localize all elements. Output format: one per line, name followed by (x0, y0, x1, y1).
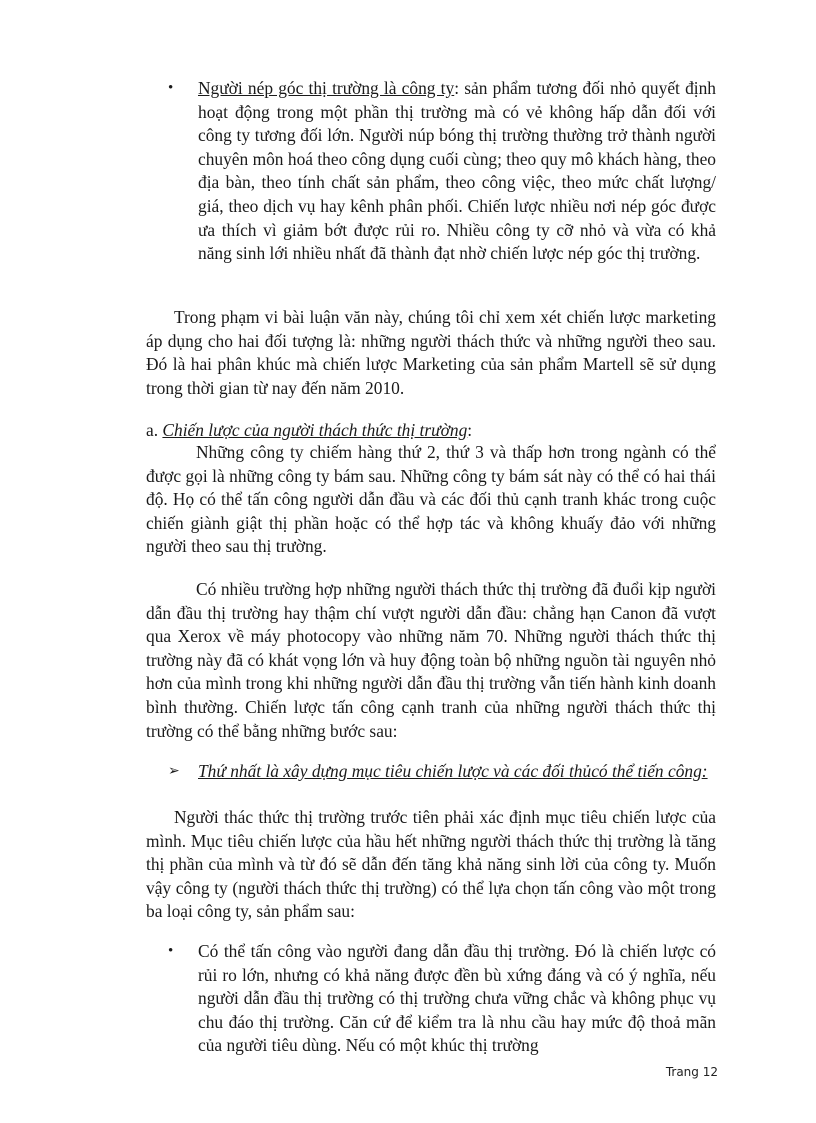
bullet-item-attack-leader (168, 940, 716, 1058)
step-title-text: Thứ nhất là xây dựng mục tiêu chiến lược và các đối thủcó thể tiến công (198, 761, 702, 781)
section-suffix: : (467, 420, 473, 440)
step-heading-1 (168, 760, 716, 784)
bullet-icon: • (168, 80, 174, 96)
section-heading-a (146, 419, 716, 443)
paragraph-objectives: Người thác thức thị trường trước tiên phải xác định mục tiêu chiến lược của mình. Mục tiêu chiến lược của hầu hết những người thách thức thị trường là tăng thị phần của mình và từ đó sẽ dẫn đến tăng khả năng sinh lời của công ty. Muốn vậy công ty (người thách thức thị trường) có thể lựa chọn tấn công vào một trong ba loại công ty, sản phẩm sau: (146, 807, 716, 922)
bullet-text: Có thể tấn công vào người đang dẫn đầu thị trường. Đó là chiến lược có rủi ro lớn, nhưng có khả năng được đền bù xứng đáng và có ý nghĩa, nếu người dẫn đầu thị trường có thị trường chưa vững chắc và không phục vụ chu đáo thị trường. Căn cứ để kiểm tra là nhu cầu hay mức độ thoả mãn của người tiêu dùng. Nếu có một khúc thị trường (198, 941, 716, 1056)
bullet-icon: • (168, 943, 174, 959)
paragraph-followers: Những công ty chiếm hàng thứ 2, thứ 3 và thấp hơn trong ngành có thể được gọi là những công ty bám sau. Những công ty bám sát này có thể có hai thái độ. Họ có thể tấn công người dẫn đầu và các đối thủ cạnh tranh khác trong cuộc chiến giành giật thị phần hoặc có thể hợp tác và không khuấy đảo với những người theo sau thị trường. (146, 442, 716, 557)
paragraph-scope: Trong phạm vi bài luận văn này, chúng tôi chỉ xem xét chiến lược marketing áp dụng cho hai đối tượng là: những người thách thức và những người theo sau. Đó là hai phân khúc mà chiến lược Marketing của sản phẩm Martell sẽ sử dụng trong thời gian từ nay đến năm 2010. (146, 307, 716, 398)
step-title (198, 760, 716, 784)
paragraph-challengers: Có nhiều trường hợp những người thách thức thị trường đã đuổi kịp người dẫn đầu thị trường hay thậm chí vượt người dẫn đầu: chẳng hạn Canon đã vượt qua Xerox về máy photocopy vào những năm 70. Những người thách thức thị trường này đã có khát vọng lớn và huy động toàn bộ những nguồn tài nguyên nhỏ hơn của mình trong khi những người dẫn đầu thị trường vẫn tiến hành kinh doanh bình thường. Chiến lược tấn công cạnh tranh của những người thách thức thị trường có thể bằng những bước sau: (146, 579, 716, 741)
bullet-lead: Người nép góc thị trường là công ty (198, 78, 455, 98)
arrow-bullet-icon: ➢ (168, 763, 180, 779)
bullet-item-niche (168, 77, 716, 266)
page-number: Trang 12 (665, 1065, 718, 1079)
bullet-text (198, 77, 716, 266)
bullet-rest: : sản phẩm tương đối nhỏ quyết định hoạt động trong một phần thị trường mà có vẻ không hấp dẫn đối với công ty tương đối lớn. Người núp bóng thị trường thường trở thành người chuyên môn hoá theo công dụng cuối cùng; theo quy mô khách hàng, theo địa bàn, theo tính chất sản phẩm, theo công việc, theo mức chất lượng/ giá, theo dịch vụ hay kênh phân phối. Chiến lược nhiều nơi nép góc được ưa thích vì giảm bớt được rủi ro. Nhiều công ty cỡ nhỏ và vừa có khả năng sinh lới nhiều nhất đã thành đạt nhờ chiến lược nép góc thị trường. (198, 78, 716, 264)
step-title-suffix: : (701, 761, 708, 781)
section-prefix: a. (146, 420, 163, 440)
section-title: Chiến lược của người thách thức thị trường (162, 420, 468, 440)
